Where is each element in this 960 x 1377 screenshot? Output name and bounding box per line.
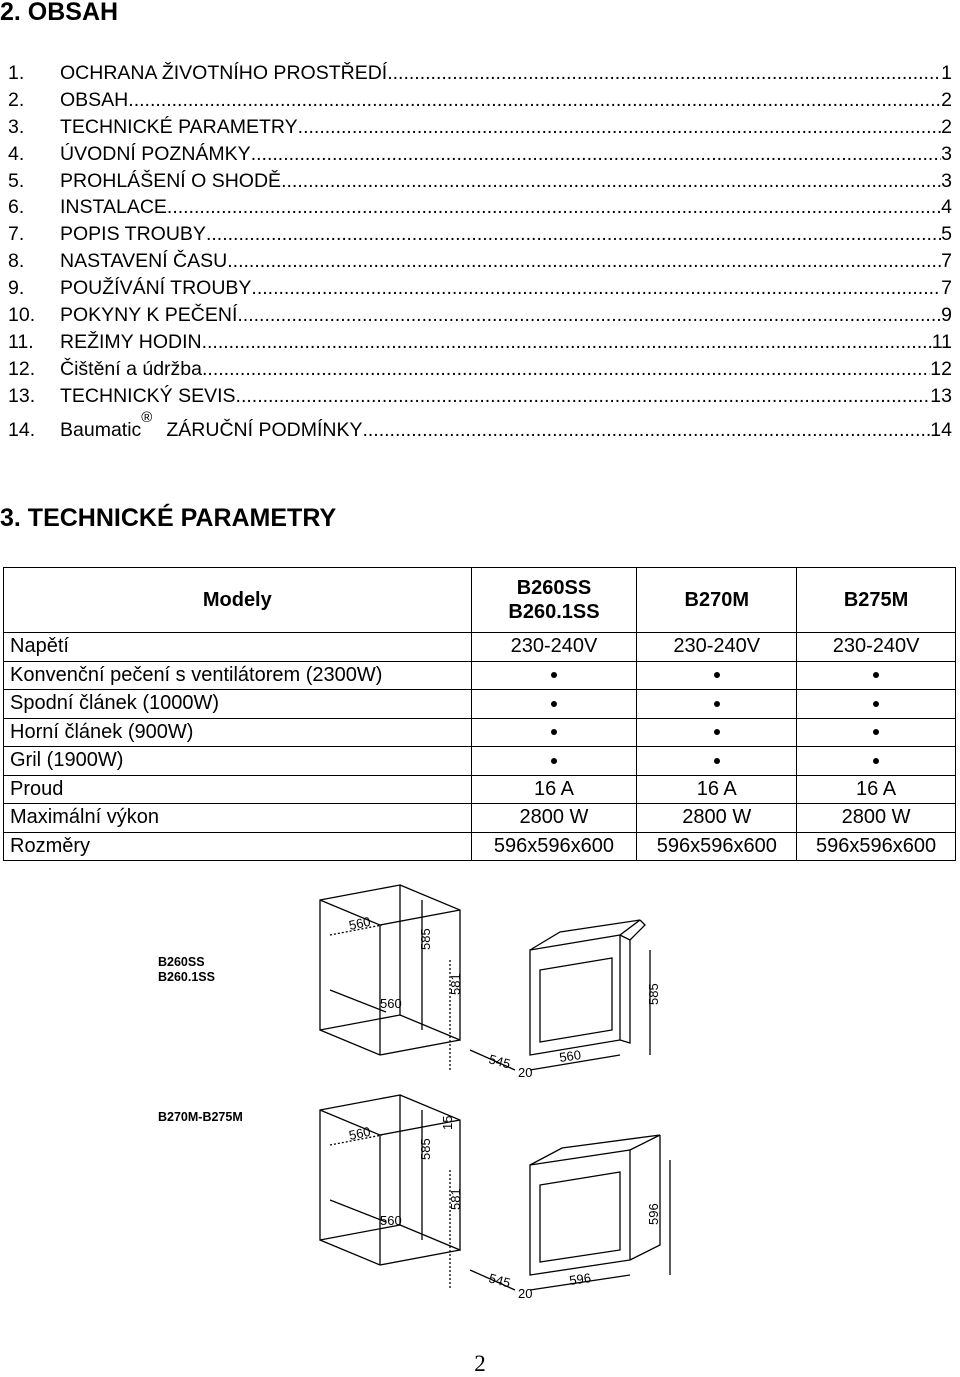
toc-entry-title: POPIS TROUBY xyxy=(60,223,206,246)
table-row xyxy=(4,832,956,861)
dim-label: 585 xyxy=(418,928,433,950)
toc-entry-number: 14. xyxy=(8,418,36,441)
bullet-icon xyxy=(714,729,720,735)
toc-entry-page: 12 xyxy=(930,357,952,380)
toc-entry[interactable] xyxy=(8,141,952,168)
model-name: B260.1SS xyxy=(158,970,215,984)
toc-entry-title: TECHNICKÉ PARAMETRY xyxy=(60,115,298,138)
bullet-icon xyxy=(873,729,879,735)
toc-leader-dots xyxy=(206,221,941,248)
cell-value: 596x596x600 xyxy=(637,832,797,861)
toc-entry-page: 2 xyxy=(941,88,952,111)
toc-heading: 2. OBSAH xyxy=(0,0,119,26)
bullet-icon xyxy=(551,672,557,678)
toc-entry-number: 9. xyxy=(8,277,25,300)
toc-entry-number: 13. xyxy=(8,384,36,407)
table-row xyxy=(4,775,956,804)
bullet-cell xyxy=(471,718,637,747)
toc-entry-title: REŽIMY HODIN xyxy=(60,330,202,353)
diagram-model-label: B270M-B275M xyxy=(158,1110,243,1124)
cell-value: 2800 W xyxy=(637,804,797,833)
dim-label: 596 xyxy=(568,1270,592,1288)
bullet-icon xyxy=(714,758,720,764)
toc-entry-page: 5 xyxy=(941,223,952,246)
cell-value: 16 A xyxy=(637,775,797,804)
cell-value: 2800 W xyxy=(471,804,637,833)
cell-value: 230-240V xyxy=(471,633,637,662)
dim-label: 560 xyxy=(347,913,372,933)
bullet-icon xyxy=(551,758,557,764)
dim-label: 15 xyxy=(440,1115,455,1130)
toc-entry-page: 9 xyxy=(941,304,952,327)
toc-entry-page: 3 xyxy=(941,142,952,165)
dim-label: 560 xyxy=(558,1047,582,1065)
toc-entry-number: 3. xyxy=(8,115,25,138)
toc-leader-dots xyxy=(237,302,941,329)
dim-label: 585 xyxy=(418,1138,433,1160)
toc-leader-dots xyxy=(251,275,941,302)
toc-entry-title: POUŽÍVÁNÍ TROUBY xyxy=(60,277,252,300)
installation-diagram-b260 xyxy=(150,880,690,1080)
dim-label: 581 xyxy=(448,1188,463,1210)
bullet-cell xyxy=(471,690,637,719)
toc-leader-dots xyxy=(202,356,930,383)
table-row xyxy=(4,690,956,719)
toc-entry[interactable]: 14. Baumatic ® ZÁRUČNÍ PODMÍNKY ..... 14 xyxy=(8,410,952,444)
toc-leader-dots xyxy=(167,194,941,221)
dim-label: 560 xyxy=(347,1123,372,1143)
installation-diagram-b270m xyxy=(150,1090,690,1305)
toc-entry-page: 7 xyxy=(941,277,952,300)
dim-label: 585 xyxy=(646,983,661,1005)
bullet-cell xyxy=(797,661,956,690)
toc-leader-dots xyxy=(298,114,941,141)
dim-label: 560 xyxy=(380,996,402,1011)
table-row xyxy=(4,718,956,747)
bullet-cell xyxy=(797,690,956,719)
toc-entry-title: NASTAVENÍ ČASU xyxy=(60,250,228,273)
table-of-contents xyxy=(8,60,952,444)
cell-value: 2800 W xyxy=(797,804,956,833)
row-label: Horní článek (900W) xyxy=(4,718,472,747)
row-label: Spodní článek (1000W) xyxy=(4,690,472,719)
toc-entry-number: 4. xyxy=(8,142,25,165)
diagram-model-label xyxy=(158,955,215,985)
bullet-cell xyxy=(471,661,637,690)
bullet-icon xyxy=(551,729,557,735)
toc-entry-page: 2 xyxy=(941,115,952,138)
toc-entry-title: Čištění a údržba xyxy=(60,357,202,380)
toc-leader-dots xyxy=(251,141,941,168)
toc-entry-title: TECHNICKÝ SEVIS xyxy=(60,384,236,407)
toc-entry-number: 7. xyxy=(8,223,25,246)
toc-entry-title: PROHLÁŠENÍ O SHODĚ xyxy=(60,169,282,192)
toc-leader-dots xyxy=(387,60,941,87)
toc-entry[interactable] xyxy=(8,383,952,410)
row-label: Konvenční pečení s ventilátorem (2300W) xyxy=(4,661,472,690)
table-row xyxy=(4,747,956,776)
model-header-b270m: B270M xyxy=(637,568,797,633)
toc-entry-title: ÚVODNÍ POZNÁMKY xyxy=(60,142,251,165)
dim-label: 20 xyxy=(518,1286,533,1301)
row-label: Maximální výkon xyxy=(4,804,472,833)
models-header: Modely xyxy=(4,568,472,633)
toc-leader-dots xyxy=(128,87,941,114)
toc-entry-page: 7 xyxy=(941,250,952,273)
cell-value: 596x596x600 xyxy=(471,832,637,861)
model-name: B260SS xyxy=(516,577,592,599)
toc-entry-page: 4 xyxy=(941,196,952,219)
toc-entry[interactable] xyxy=(8,329,952,356)
model-header-b260 xyxy=(471,568,637,633)
toc-entry-page: 14 xyxy=(930,418,952,441)
toc-entry-number: 2. xyxy=(8,88,25,111)
dim-label: 20 xyxy=(518,1065,533,1080)
toc-entry-number: 1. xyxy=(8,62,25,84)
toc-entry-number: 5. xyxy=(8,169,25,192)
toc-entry-page: 1 xyxy=(941,62,952,84)
bullet-icon xyxy=(873,701,879,707)
spec-header-row xyxy=(4,568,956,633)
cell-value: 596x596x600 xyxy=(797,832,956,861)
bullet-cell xyxy=(637,661,797,690)
row-label: Gril (1900W) xyxy=(4,747,472,776)
toc-entry[interactable] xyxy=(8,302,952,329)
page-number: 2 xyxy=(474,1351,486,1376)
table-row xyxy=(4,804,956,833)
toc-leader-dots xyxy=(227,248,941,275)
bullet-icon xyxy=(873,758,879,764)
bullet-cell xyxy=(797,718,956,747)
toc-entry-page: 13 xyxy=(930,384,952,407)
bullet-cell xyxy=(471,747,637,776)
model-name: B260SS xyxy=(158,955,205,969)
cell-value: 230-240V xyxy=(797,633,956,662)
model-name: B260.1SS xyxy=(508,601,600,623)
dim-label: 581 xyxy=(448,973,463,995)
toc-entry[interactable] xyxy=(8,168,952,195)
toc-entry-title: ZÁRUČNÍ PODMÍNKY xyxy=(166,418,363,441)
dim-label: 596 xyxy=(646,1203,661,1225)
model-header-b275m: B275M xyxy=(797,568,956,633)
bullet-icon xyxy=(551,701,557,707)
toc-entry-number: 10. xyxy=(8,304,36,327)
bullet-icon xyxy=(873,672,879,678)
toc-entry[interactable] xyxy=(8,221,952,248)
tech-params-heading: 3. TECHNICKÉ PARAMETRY xyxy=(0,504,337,532)
cell-value: 16 A xyxy=(471,775,637,804)
toc-entry[interactable] xyxy=(8,275,952,302)
dim-label: 560 xyxy=(380,1213,402,1228)
toc-entry-number: 8. xyxy=(8,250,25,273)
toc-entry[interactable] xyxy=(8,194,952,221)
row-label: Proud xyxy=(4,775,472,804)
toc-entry[interactable] xyxy=(8,87,952,114)
toc-entry-title: INSTALACE xyxy=(60,196,167,219)
toc-entry-page: 3 xyxy=(941,169,952,192)
row-label: Napětí xyxy=(4,633,472,662)
table-row xyxy=(4,633,956,662)
oven-cabinet-drawing xyxy=(150,880,690,1080)
bullet-cell xyxy=(637,718,797,747)
spec-table xyxy=(3,567,956,861)
cell-value: 230-240V xyxy=(637,633,797,662)
dim-label: 545 xyxy=(487,1051,513,1072)
bullet-cell xyxy=(637,747,797,776)
toc-entry-title: OCHRANA ŽIVOTNÍHO PROSTŘEDÍ xyxy=(60,62,388,84)
toc-entry-number: 11. xyxy=(8,330,34,353)
bullet-cell xyxy=(797,747,956,776)
bullet-cell xyxy=(637,690,797,719)
cell-value: 16 A xyxy=(797,775,956,804)
toc-entry-page: 11 xyxy=(931,330,952,353)
toc-entry-title: POKYNY K PEČENÍ xyxy=(60,304,238,327)
bullet-icon xyxy=(714,672,720,678)
toc-entry[interactable] xyxy=(8,248,952,275)
toc-leader-dots xyxy=(362,410,930,450)
row-label: Rozměry xyxy=(4,832,472,861)
toc-entry-number: 12. xyxy=(8,357,36,380)
toc-entry[interactable] xyxy=(8,356,952,383)
toc-entry-title: OBSAH xyxy=(60,88,129,111)
toc-entry-number: 6. xyxy=(8,196,25,219)
toc-entry[interactable] xyxy=(8,60,952,87)
toc-entry-title-brand: Baumatic xyxy=(60,418,142,441)
table-row xyxy=(4,661,956,690)
toc-leader-dots xyxy=(281,168,941,195)
toc-leader-dots xyxy=(236,383,931,410)
toc-entry[interactable] xyxy=(8,114,952,141)
bullet-icon xyxy=(714,701,720,707)
toc-leader-dots xyxy=(202,329,932,356)
dim-label: 545 xyxy=(487,1270,513,1291)
